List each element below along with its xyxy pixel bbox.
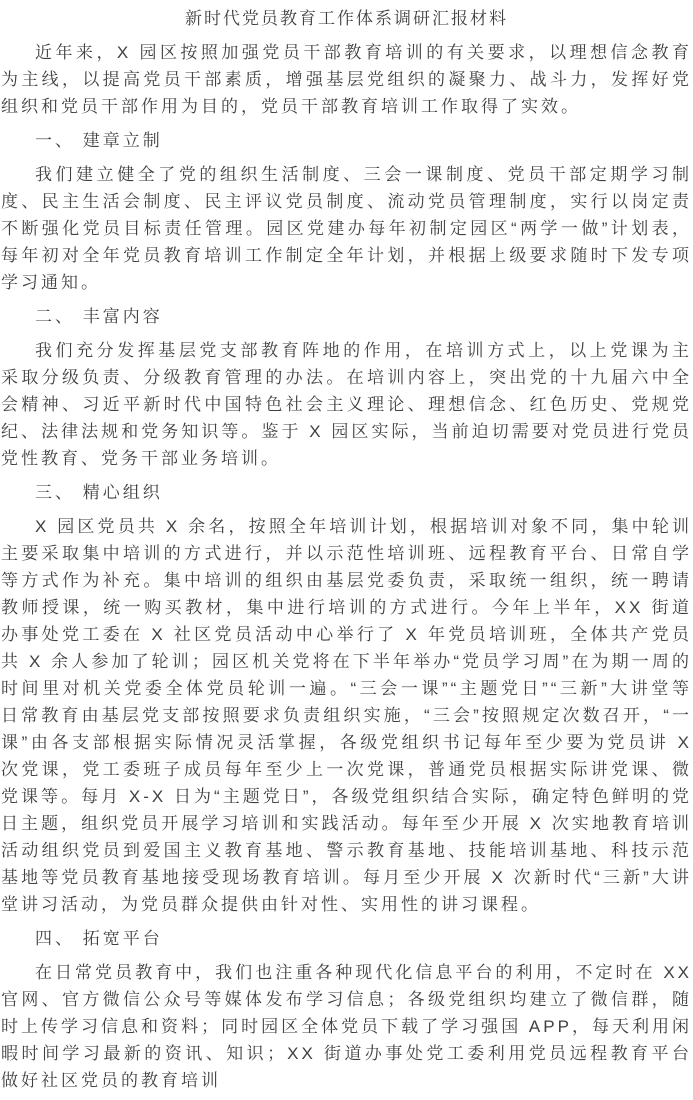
section-4-body: 在日常党员教育中，我们也注重各种现代化信息平台的利用，不定时在 XX 官网、官方微信公众号等媒体发布学习信息；各级党组织均建立了微信群，随时上传学习信息和资料；同时园区全体党员下载了学习强国 APP，每天利用闲暇时间学习最新的资讯、知识；XX 街道办事处党工委利用党员远程教育平台做好社区党员的教育培训	[1, 963, 692, 1090]
section-4-heading: 四、 拓宽平台	[35, 929, 163, 948]
section-3-heading: 三、 精心组织	[35, 483, 163, 502]
section-2-body: 我们充分发挥基层党支部教育阵地的作用，在培训方式上，以上党课为主采取分级负责、分级教育管理的办法。在培训内容上，突出党的十九届六中全会精神、习近平新时代中国特色社会主义理论、理想信念、红色历史、党规党纪、法律法规和党务知识等。鉴于 X 园区实际，当前迫切需要对党员进行党员党性教育、党务干部业务培训。	[1, 341, 692, 468]
document-title: 新时代党员教育工作体系调研汇报材料	[185, 9, 508, 28]
section-2-heading: 二、 丰富内容	[35, 307, 163, 326]
section-1-heading: 一、 建章立制	[35, 131, 163, 150]
intro-paragraph: 近年来，X 园区按照加强党员干部教育培训的有关要求，以理想信念教育为主线，以提高党员干部素质，增强基层党组织的凝聚力、战斗力，发挥好党组织和党员干部作用为目的，党员干部教育培训工作取得了实效。	[1, 43, 692, 116]
section-3-body: X 园区党员共 X 余名，按照全年培训计划，根据培训对象不同，集中轮训主要采取集中培训的方式进行，并以示范性培训班、远程教育平台、日常自学等方式作为补充。集中培训的组织由基层党委负责，采取统一组织，统一聘请教师授课，统一购买教材，集中进行培训的方式进行。今年上半年，XX 街道办事处党工委在 X 社区党员活动中心举行了 X 年党员培训班，全体共产党员共 X 余人参加了轮训；园区机关党将在下半年举办“党员学习周”在为期一周的时间里对机关党委全体党员轮训一遍。“三会一课”“主题党日”“三新”大讲堂等日常教育由基层党支部按照要求负责组织实施，“三会”按照规定次数召开，“一课”由各支部根据实际情况灵活掌握，各级党组织书记每年至少要为党员讲 X 次党课，党工委班子成员每年至少上一次党课，普通党员根据实际讲党课、微党课等。每月 X-X 日为“主题党日”，各级党组织结合实际，确定特色鲜明的党日主题，组织党员开展学习培训和实践活动。每年至少开展 X 次实地教育培训活动组织党员到爱国主义教育基地、警示教育基地、技能培训基地、科技示范基地等党员教育基地接受现场教育培训。每月至少开展 X 次新时代“三新”大讲堂讲习活动，为党员群众提供由针对性、实用性的讲习课程。	[1, 517, 692, 914]
section-1-body: 我们建立健全了党的组织生活制度、三会一课制度、党员干部定期学习制度、民主生活会制度、民主评议党员制度、流动党员管理制度，实行以岗定责不断强化党员目标责任管理。园区党建办每年初制定园区“两学一做”计划表，每年初对全年党员教育培训工作制定全年计划，并根据上级要求随时下发专项学习通知。	[1, 165, 692, 292]
